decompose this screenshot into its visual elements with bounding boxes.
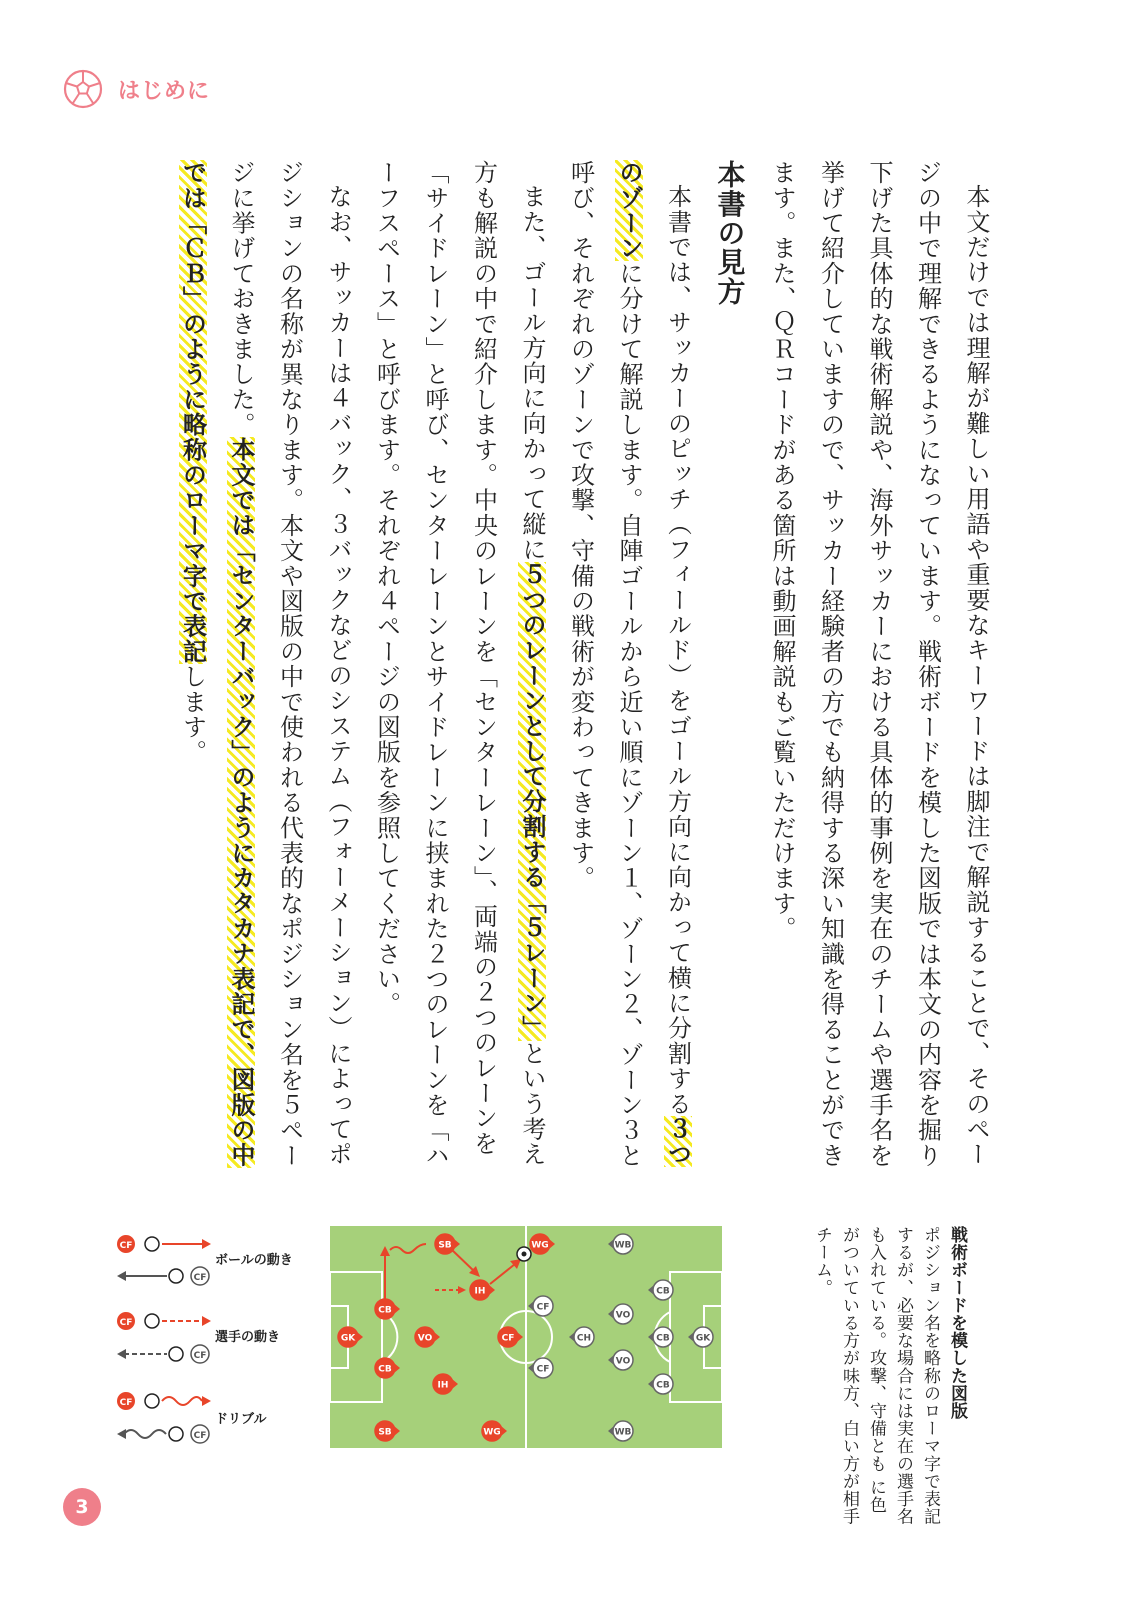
svg-text:CB: CB: [656, 1286, 670, 1297]
svg-text:VO: VO: [615, 1310, 631, 1321]
positions-paragraph: [168, 160, 362, 1170]
zones-highlight: ３つのゾーン: [615, 160, 692, 1167]
section-heading: 本書の見方: [713, 160, 747, 306]
legend-ball-label: ボールの動き: [215, 1253, 293, 1268]
svg-text:CF: CF: [501, 1333, 515, 1344]
lanes-highlight: ５つのレーンとして分割する「５レーン」: [518, 562, 546, 1041]
svg-text:IH: IH: [437, 1380, 449, 1391]
tactics-board: [330, 1226, 722, 1448]
svg-text:GK: GK: [695, 1333, 711, 1344]
chapter-title: はじめに: [118, 78, 211, 104]
svg-text:CB: CB: [656, 1380, 670, 1391]
lanes-text-end: という考え方も解説の中で紹介します。中央のレーンを「センターレーン」、両端の２つのレーンを「サイドレーン」と呼び、センターレーンとサイドレーンに挟まれた２つのレーンを「ハーフスペース」と呼びます。それぞれ４ページの図版を参照してください。: [372, 160, 546, 1168]
svg-text:WG: WG: [531, 1240, 549, 1251]
intro-text: 本文だけでは理解が難しい用語や重要なキーワードは脚注で解説することで、そのページの中で理解できるようになっています。戦術ボードを模した図版では本文の内容を掘り下げた具体的な戦術解説や、海外サッカーにおける具体的事例を実在のチームや選手名を挙げて紹介していますので、サッカー経験者の方でも納得する深い知識を得ることができます。また、ＱＲコードがある箇所は動画解説もご覧いただけます。: [768, 160, 990, 1169]
intro-paragraph: [758, 160, 1001, 1170]
page-number: 3: [63, 1488, 101, 1526]
zones-text: 本書では、サッカーのピッチ（フィールド）をゴール方向に向かって横に分割する: [663, 184, 692, 1117]
svg-text:SB: SB: [378, 1427, 392, 1438]
positions-text: なお、サッカーは４バック、３バックなどのシステム（フォーメーション）によってポジションの名称が異なります。本文や図版の中で使われる代表的なポジション名を５ページに挙げておきました。: [227, 160, 352, 1168]
svg-text:CB: CB: [656, 1333, 670, 1344]
svg-text:CF: CF: [536, 1302, 550, 1313]
soccer-ball-icon: [62, 68, 104, 110]
svg-text:CB: CB: [378, 1364, 392, 1375]
svg-text:VO: VO: [417, 1333, 433, 1344]
svg-text:CB: CB: [378, 1305, 392, 1316]
lanes-paragraph: [362, 160, 556, 1170]
ball: [517, 1247, 531, 1261]
legend-player-movement: [117, 1312, 280, 1363]
legend: [112, 1226, 312, 1456]
positions-highlight: 本文では「センターバック」のようにカタカナ表記で、図版の中では「ＣＢ」のように略称のローマ字で表記: [178, 160, 255, 1169]
cf-chip-label: CF: [119, 1241, 133, 1251]
caption-title: 戦術ボードを模した図版: [947, 1226, 967, 1420]
main-text: [100, 160, 1000, 1170]
legend-player-label: 選手の動き: [215, 1330, 281, 1345]
legend-dribble: [117, 1392, 267, 1443]
zones-text-end: に分けて解説します。自陣ゴールから近い順にゾーン１、ゾーン２、ゾーン３と呼び、それぞれのゾーンで攻撃、守備の戦術が変わってきます。: [566, 160, 643, 1169]
svg-text:VO: VO: [615, 1356, 631, 1367]
zones-paragraph: [556, 160, 702, 1170]
caption-text: ポジション名を略称のローマ字で表記するが、必要な場合には実在の選手名も入れている。攻撃、守備とも に色がついている方が味方、白い方が相手チーム。: [812, 1226, 940, 1526]
positions-text-end: します。: [178, 664, 207, 765]
chapter-header: [62, 66, 210, 112]
legend-ball-movement: [117, 1235, 293, 1285]
cf-chip-label: CF: [193, 1273, 207, 1283]
svg-text:CF: CF: [536, 1364, 550, 1375]
cf-chip-label: CF: [193, 1351, 207, 1361]
cf-chip-label: CF: [119, 1398, 133, 1408]
svg-text:WB: WB: [614, 1427, 632, 1438]
figure-caption: [755, 1226, 970, 1526]
cf-chip-label: CF: [193, 1431, 207, 1441]
svg-text:CH: CH: [576, 1333, 592, 1344]
cf-chip-label: CF: [119, 1318, 133, 1328]
legend-dribble-label: ドリブル: [215, 1412, 267, 1427]
lanes-text: また、ゴール方向に向かって縦に: [518, 184, 546, 562]
svg-text:WG: WG: [483, 1427, 501, 1438]
svg-text:IH: IH: [474, 1286, 486, 1297]
svg-text:GK: GK: [340, 1333, 356, 1344]
svg-text:WB: WB: [614, 1240, 632, 1251]
svg-text:SB: SB: [438, 1240, 452, 1251]
